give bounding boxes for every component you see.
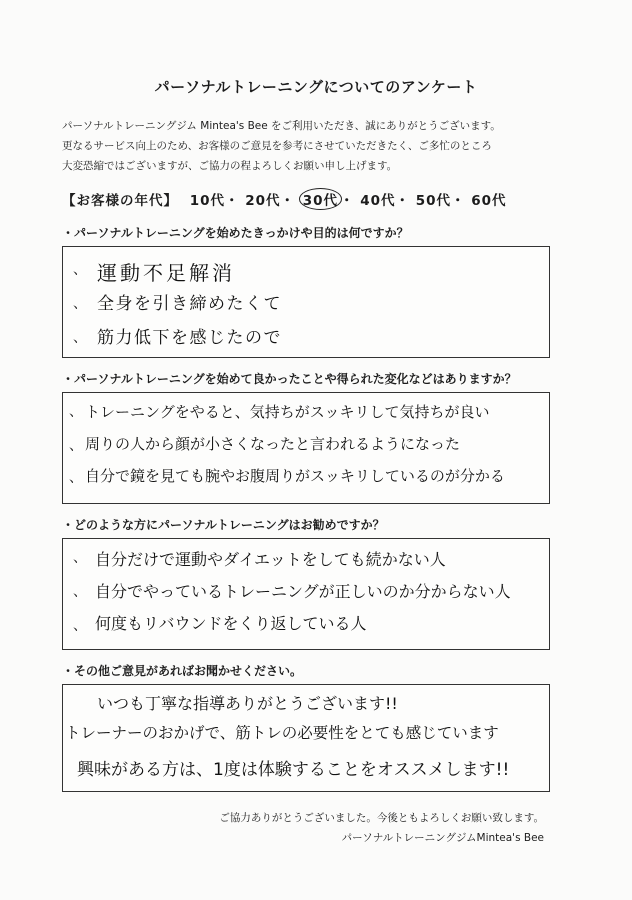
answer-box-3[interactable]: 、 自分だけで運動やダイエットをしても続かない人 、 自分でやっているトレーニングが正しいのか分からない人 、 何度もリバウンドをくり返している人	[62, 538, 550, 650]
handwritten-answer: トレーナーのおかげで、筋トレの必要性をとても感じています	[65, 724, 499, 742]
handwritten-answer: 全身を引き締めたくて	[97, 294, 282, 314]
age-separator: ・	[340, 193, 355, 209]
answer-box-4[interactable]	[62, 684, 550, 792]
age-separator: ・	[451, 193, 466, 209]
age-option[interactable]: 20代	[245, 193, 281, 209]
intro-line: パーソナルトレーニングジム Mintea's Bee をご利用いただき、誠にありがとうございます。	[62, 120, 501, 132]
closing-signature: パーソナルトレーニングジムMintea's Bee	[341, 832, 544, 844]
age-separator: ・	[225, 193, 240, 209]
question-4: ・その他ご意見があればお聞かせください。	[62, 664, 303, 678]
handwritten-answer: 自分だけで運動やダイエットをしても続かない人	[95, 550, 446, 569]
survey-title: パーソナルトレーニングについてのアンケート	[154, 78, 478, 96]
answer-box-1[interactable]: 、 運動不足解消 、 全身を引き締めたくて 、 筋力低下を感じたので	[62, 246, 550, 358]
age-group-row	[62, 188, 507, 210]
handwritten-answer: 運動不足解消	[97, 261, 235, 285]
age-option[interactable]: 50代	[415, 193, 451, 209]
handwritten-answer: トレーニングをやると、気持ちがスッキリして気持ちが良い	[85, 403, 490, 421]
closing-thanks: ご協力ありがとうございました。今後ともよろしくお願い致します。	[219, 812, 544, 824]
handwritten-answer: 何度もリバウンドをくり返している人	[95, 614, 367, 633]
handwritten-answer: 自分で鏡を見ても腕やお腹周りがスッキリしているのが分かる	[85, 467, 505, 485]
handwritten-answer: 周りの人から顔が小さくなったと言われるようになった	[85, 435, 461, 453]
intro-line: 更なるサービス向上のため、お客様のご意見を参考にさせていただきたく、ご多忙のところ	[62, 140, 492, 152]
age-separator: ・	[395, 193, 410, 209]
intro-line: 大変恐縮ではございますが、ご協力の程よろしくお願い申し上げます。	[62, 160, 398, 172]
age-label: 【お客様の年代】	[62, 193, 178, 209]
answer-box-2[interactable]: 、 トレーニングをやると、気持ちがスッキリして気持ちが良い 、 周りの人から顔が小さくなったと言われるようになった 、 自分で鏡を見ても腕やお腹周りがスッキリしているのが分かる	[62, 392, 550, 504]
handwritten-answer: 自分でやっているトレーニングが正しいのか分からない人	[95, 582, 511, 601]
question-2: ・パーソナルトレーニングを始めて良かったことや得られた変化などはありますか？	[62, 372, 517, 386]
age-separator: ・	[280, 193, 295, 209]
question-3: ・どのような方にパーソナルトレーニングはお勧めですか？	[62, 518, 385, 532]
handwritten-answer: いつも丁寧な指導ありがとうございます!!	[97, 694, 398, 713]
question-1: ・パーソナルトレーニングを始めたきっかけや目的は何ですか？	[62, 226, 409, 240]
handwritten-answer: 興味がある方は、1度は体験することをオススメします!!	[77, 760, 510, 780]
handwritten-answer: 筋力低下を感じたので	[97, 328, 282, 348]
intro-text	[62, 116, 582, 176]
age-option[interactable]: 60代	[471, 193, 507, 209]
age-option-selected[interactable]: 30代	[299, 188, 342, 210]
age-option[interactable]: 40代	[360, 193, 396, 209]
age-option[interactable]: 10代	[189, 193, 225, 209]
